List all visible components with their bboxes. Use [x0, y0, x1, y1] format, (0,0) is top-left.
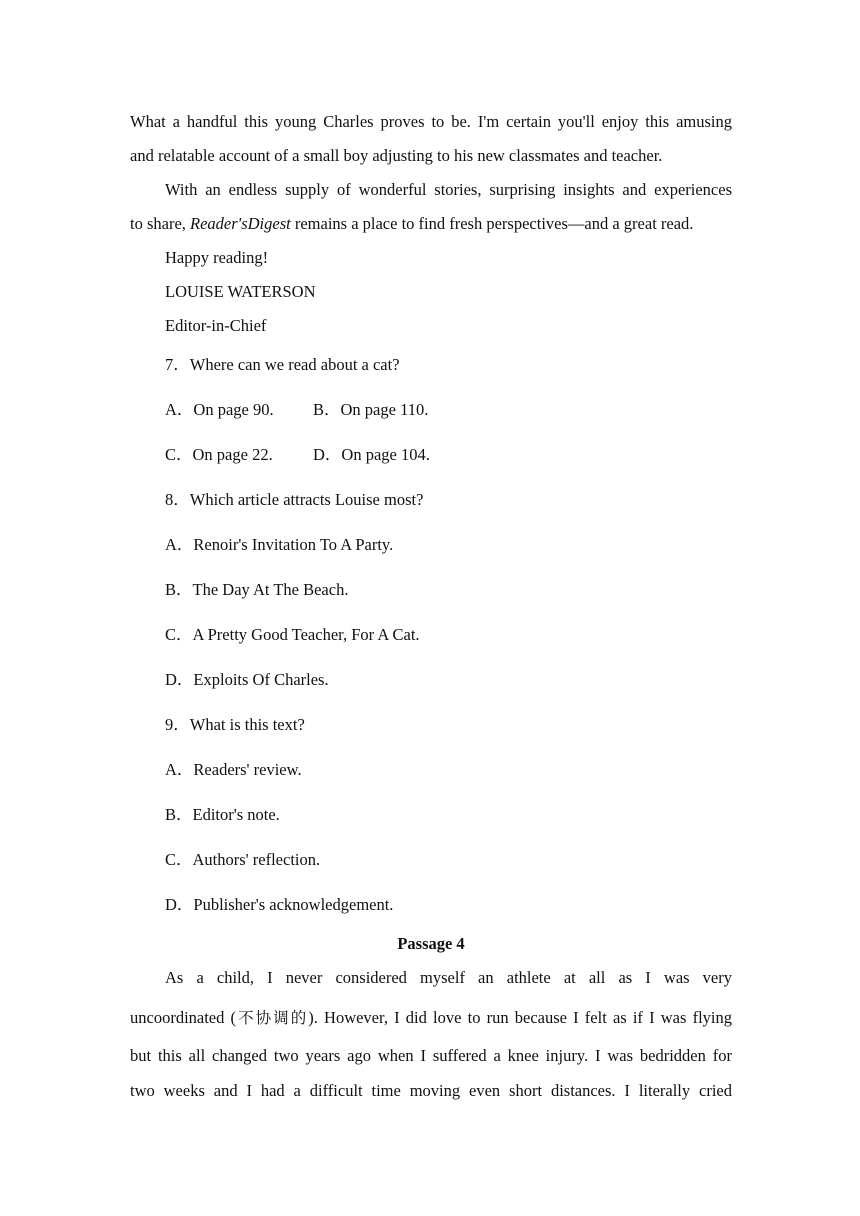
chinese-gloss: 不协调的 [236, 1009, 309, 1027]
passage-line-2-post: ). However, I did love to run because I felt as if I was flying [308, 1008, 732, 1027]
passage-line-2-pre: uncoordinated ( [130, 1008, 237, 1027]
question-9-option-b: B．Editor's note. [165, 805, 280, 824]
sign-off-name: LOUISE WATERSON [165, 282, 316, 301]
passage-line-2 [130, 1006, 732, 1030]
intro-p2-pre: to share, [130, 214, 191, 233]
question-7-stem: 7．Where can we read about a cat? [165, 355, 400, 374]
question-9-stem: 9．What is this text? [165, 715, 305, 734]
question-9-option-a: A．Readers' review. [165, 760, 302, 779]
question-8-option-d: D．Exploits Of Charles. [165, 670, 329, 689]
passage-line-4: two weeks and I had a difficult time moving even short distances. I literally cried [130, 1081, 732, 1100]
intro-p2-post: remains a place to find fresh perspectives—and a great read. [290, 214, 694, 233]
question-8-option-b: B．The Day At The Beach. [165, 580, 349, 599]
question-7-option-d: D．On page 104. [313, 445, 430, 464]
intro-p2-line-1: With an endless supply of wonderful stories, surprising insights and experiences [165, 180, 732, 199]
intro-line-1: What a handful this young Charles proves to be. I'm certain you'll enjoy this amusing [130, 112, 732, 131]
question-9-option-d: D．Publisher's acknowledgement. [165, 895, 394, 914]
question-8-option-c: C．A Pretty Good Teacher, For A Cat. [165, 625, 420, 644]
sign-off-greeting: Happy reading! [165, 248, 269, 267]
question-7-option-c: C．On page 22. [165, 445, 273, 464]
question-9-option-c: C．Authors' reflection. [165, 850, 321, 869]
question-8-stem: 8．Which article attracts Louise most? [165, 490, 424, 509]
sign-off-title: Editor-in-Chief [165, 316, 267, 335]
question-7-option-b: B．On page 110. [313, 400, 429, 419]
magazine-title: Reader'sDigest [190, 214, 291, 233]
question-7-option-a: A．On page 90. [165, 400, 274, 419]
question-8-option-a: A．Renoir's Invitation To A Party. [165, 535, 394, 554]
intro-p2-line-2 [130, 212, 693, 236]
intro-line-2: and relatable account of a small boy adjusting to his new classmates and teacher. [130, 146, 663, 165]
passage-line-1: As a child, I never considered myself an athlete at all as I was very [165, 968, 732, 987]
passage-line-3: but this all changed two years ago when I suffered a knee injury. I was bedridden for [130, 1046, 732, 1065]
passage-heading: Passage 4 [397, 934, 465, 953]
